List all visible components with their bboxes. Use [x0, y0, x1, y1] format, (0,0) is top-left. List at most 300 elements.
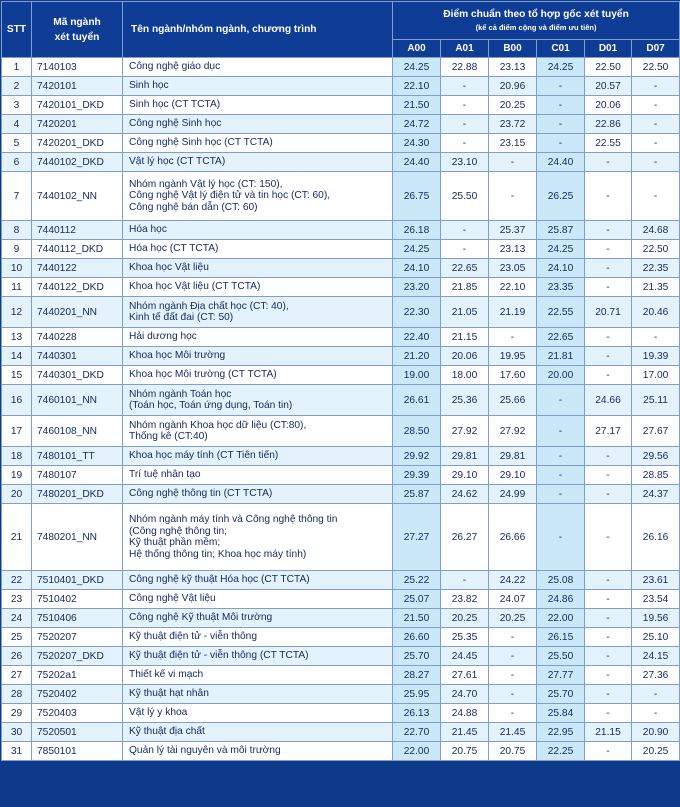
row-major-name	[123, 466, 393, 485]
score-b00: -	[489, 153, 537, 172]
major-name-line: Khoa học Vật liệu (CT TCTA)	[129, 281, 261, 293]
score-a01: 23.82	[441, 590, 489, 609]
row-major-code: 7420101_DKD	[32, 96, 123, 115]
score-b00: 23.72	[489, 115, 537, 134]
row-major-code: 7480201_DKD	[32, 485, 123, 504]
major-name-line: Nhóm ngành Toán học	[129, 388, 232, 400]
score-c01: -	[537, 77, 585, 96]
score-d01: -	[585, 466, 632, 485]
table-row	[2, 96, 680, 115]
score-a00: 25.87	[393, 485, 441, 504]
score-a01: 18.00	[441, 366, 489, 385]
table-row	[2, 609, 680, 628]
score-a00: 24.72	[393, 115, 441, 134]
score-a00: 25.70	[393, 647, 441, 666]
score-c01: 20.00	[537, 366, 585, 385]
score-a01: 24.62	[441, 485, 489, 504]
major-name-line: Nhóm ngành máy tính và Công nghệ thông tin	[129, 514, 338, 525]
major-name-line: Công nghệ Vật liệu	[129, 593, 216, 605]
score-a01: -	[441, 77, 489, 96]
score-a01: 24.45	[441, 647, 489, 666]
score-a00: 29.39	[393, 466, 441, 485]
row-major-name	[123, 259, 393, 278]
score-b00: 25.37	[489, 221, 537, 240]
score-d07: -	[632, 704, 680, 723]
score-d07: -	[632, 115, 680, 134]
score-d01: -	[585, 609, 632, 628]
score-a01: 27.61	[441, 666, 489, 685]
score-c01: 22.65	[537, 328, 585, 347]
row-stt: 22	[2, 571, 32, 590]
score-d01: 24.66	[585, 385, 632, 416]
score-a01: 25.50	[441, 172, 489, 221]
major-name-line: Thiết kế vi mạch	[129, 669, 204, 681]
score-a00: 22.00	[393, 742, 441, 761]
row-major-name	[123, 221, 393, 240]
row-major-code: 7480107	[32, 466, 123, 485]
score-d01: -	[585, 347, 632, 366]
score-a00: 25.95	[393, 685, 441, 704]
header-group-title: Điểm chuẩn theo tổ hợp gốc xét tuyển	[443, 8, 629, 20]
score-c01: -	[537, 466, 585, 485]
major-name-line: Hải dương học	[129, 331, 197, 343]
score-d07: 25.10	[632, 628, 680, 647]
major-name-line: Vật lý y khoa	[129, 707, 188, 719]
score-c01: -	[537, 485, 585, 504]
score-c01: 27.77	[537, 666, 585, 685]
score-b00: 23.05	[489, 259, 537, 278]
score-c01: -	[537, 96, 585, 115]
score-b00: 27.92	[489, 416, 537, 447]
row-major-name	[123, 328, 393, 347]
row-stt: 6	[2, 153, 32, 172]
score-c01: 25.08	[537, 571, 585, 590]
admission-scores-table	[1, 1, 680, 761]
row-major-code: 7440102_DKD	[32, 153, 123, 172]
score-a01: 27.92	[441, 416, 489, 447]
major-name-line: Công nghệ thông tin (CT TCTA)	[129, 488, 273, 500]
row-stt: 13	[2, 328, 32, 347]
score-d07: 20.25	[632, 742, 680, 761]
row-major-code: 7510402	[32, 590, 123, 609]
row-major-code: 7480201_NN	[32, 504, 123, 571]
row-major-name	[123, 77, 393, 96]
table-row	[2, 485, 680, 504]
score-a00: 24.25	[393, 58, 441, 77]
row-stt: 15	[2, 366, 32, 385]
score-c01: -	[537, 385, 585, 416]
row-major-code: 7420201_DKD	[32, 134, 123, 153]
major-name-line: Kỹ thuật hạt nhân	[129, 688, 209, 700]
score-c01: 25.84	[537, 704, 585, 723]
major-name-line: Kỹ thuật địa chất	[129, 726, 205, 738]
major-name-line: Kinh tế đất đai (CT: 50)	[129, 312, 234, 323]
score-a00: 21.20	[393, 347, 441, 366]
score-d01: -	[585, 366, 632, 385]
score-d07: 24.68	[632, 221, 680, 240]
table-row	[2, 571, 680, 590]
header-combo-a00: A00	[393, 40, 441, 58]
score-a00: 27.27	[393, 504, 441, 571]
table-row	[2, 447, 680, 466]
score-d07: -	[632, 77, 680, 96]
score-c01: 26.15	[537, 628, 585, 647]
row-stt: 14	[2, 347, 32, 366]
row-major-name	[123, 590, 393, 609]
score-b00: 20.25	[489, 96, 537, 115]
table-row	[2, 134, 680, 153]
score-d01: -	[585, 628, 632, 647]
row-major-name	[123, 366, 393, 385]
major-name-line: Sinh học	[129, 80, 169, 92]
score-c01: 26.25	[537, 172, 585, 221]
table-row	[2, 723, 680, 742]
row-major-code: 7420201	[32, 115, 123, 134]
table-row	[2, 172, 680, 221]
table-row	[2, 259, 680, 278]
row-major-code: 7440122_DKD	[32, 278, 123, 297]
score-a01: 20.06	[441, 347, 489, 366]
row-major-code: 7480101_TT	[32, 447, 123, 466]
row-stt: 30	[2, 723, 32, 742]
score-b00: 19.95	[489, 347, 537, 366]
score-b00: 24.07	[489, 590, 537, 609]
row-stt: 20	[2, 485, 32, 504]
header-major-name: Tên ngành/nhóm ngành, chương trình	[123, 2, 393, 58]
score-b00: 20.75	[489, 742, 537, 761]
row-major-code: 7440228	[32, 328, 123, 347]
header-combo-d07: D07	[632, 40, 680, 58]
score-c01: 22.55	[537, 297, 585, 328]
row-major-name	[123, 416, 393, 447]
table-row	[2, 466, 680, 485]
table-row	[2, 385, 680, 416]
major-name-line: Hóa học (CT TCTA)	[129, 243, 219, 255]
score-d07: -	[632, 328, 680, 347]
score-d07: -	[632, 96, 680, 115]
table-row	[2, 416, 680, 447]
row-major-code: 7440301	[32, 347, 123, 366]
score-a00: 29.92	[393, 447, 441, 466]
row-major-code: 7510406	[32, 609, 123, 628]
header-score-group	[393, 2, 680, 40]
score-a01: 26.27	[441, 504, 489, 571]
row-major-name	[123, 240, 393, 259]
score-b00: -	[489, 328, 537, 347]
table-row	[2, 647, 680, 666]
score-d07: 22.35	[632, 259, 680, 278]
header-combo-d01: D01	[585, 40, 632, 58]
header-stt: STT	[2, 2, 32, 58]
score-d07: 27.67	[632, 416, 680, 447]
header-code-line1: Mã ngành	[53, 16, 101, 28]
row-stt: 24	[2, 609, 32, 628]
score-d07: 25.11	[632, 385, 680, 416]
major-name-line: Nhóm ngành Vật lý học (CT: 150),	[129, 178, 283, 190]
score-d01: 20.71	[585, 297, 632, 328]
score-d07: -	[632, 172, 680, 221]
score-b00: 29.81	[489, 447, 537, 466]
row-major-code: 7440102_NN	[32, 172, 123, 221]
header-combo-c01: C01	[537, 40, 585, 58]
row-major-code: 7440301_DKD	[32, 366, 123, 385]
major-name-line: (Toán học, Toán ứng dụng, Toán tin)	[129, 400, 293, 411]
score-c01: 24.25	[537, 58, 585, 77]
score-a01: 21.05	[441, 297, 489, 328]
score-a00: 21.50	[393, 96, 441, 115]
score-d01: -	[585, 647, 632, 666]
table-row	[2, 77, 680, 96]
score-a00: 22.10	[393, 77, 441, 96]
row-major-code: 7510401_DKD	[32, 571, 123, 590]
score-b00: 26.66	[489, 504, 537, 571]
score-a01: -	[441, 115, 489, 134]
row-stt: 4	[2, 115, 32, 134]
row-stt: 2	[2, 77, 32, 96]
score-d07: 24.37	[632, 485, 680, 504]
score-d01: -	[585, 172, 632, 221]
score-d07: 19.39	[632, 347, 680, 366]
score-b00: 23.13	[489, 240, 537, 259]
row-major-name	[123, 134, 393, 153]
table-row	[2, 628, 680, 647]
major-name-line: Nhóm ngành Địa chất học (CT: 40),	[129, 300, 289, 312]
row-major-name	[123, 96, 393, 115]
row-stt: 7	[2, 172, 32, 221]
header-group-note: (kể cả điểm cộng và điểm ưu tiên)	[475, 22, 597, 32]
major-name-line: Vật lý học (CT TCTA)	[129, 156, 226, 168]
score-a01: 29.81	[441, 447, 489, 466]
row-major-name	[123, 347, 393, 366]
score-d01: 22.55	[585, 134, 632, 153]
score-d01: -	[585, 504, 632, 571]
row-stt: 28	[2, 685, 32, 704]
score-d01: 27.17	[585, 416, 632, 447]
score-c01: 24.40	[537, 153, 585, 172]
score-d01: -	[585, 240, 632, 259]
score-a00: 25.07	[393, 590, 441, 609]
score-a00: 22.30	[393, 297, 441, 328]
score-d07: -	[632, 685, 680, 704]
score-d07: 20.46	[632, 297, 680, 328]
table-row	[2, 115, 680, 134]
score-a00: 19.00	[393, 366, 441, 385]
major-name-line: Khoa học Môi trường (CT TCTA)	[129, 369, 277, 381]
major-name-line: Công nghệ bán dẫn (CT: 60)	[129, 201, 258, 213]
score-a01: 23.10	[441, 153, 489, 172]
score-c01: 23.35	[537, 278, 585, 297]
table-row	[2, 742, 680, 761]
row-major-code: 7850101	[32, 742, 123, 761]
score-d07: 21.35	[632, 278, 680, 297]
major-name-line: Sinh học (CT TCTA)	[129, 99, 221, 111]
row-stt: 8	[2, 221, 32, 240]
score-d01: -	[585, 153, 632, 172]
major-name-line: Kỹ thuật điện tử - viễn thông (CT TCTA)	[129, 650, 309, 662]
score-a00: 26.75	[393, 172, 441, 221]
score-a00: 28.27	[393, 666, 441, 685]
table-row	[2, 666, 680, 685]
score-a01: -	[441, 96, 489, 115]
score-b00: 23.13	[489, 58, 537, 77]
score-c01: 25.87	[537, 221, 585, 240]
score-a00: 26.61	[393, 385, 441, 416]
table-row	[2, 278, 680, 297]
row-major-name	[123, 628, 393, 647]
row-stt: 18	[2, 447, 32, 466]
row-major-name	[123, 571, 393, 590]
row-stt: 12	[2, 297, 32, 328]
major-name-line: Hệ thống thông tin; Khoa học máy tính)	[129, 548, 307, 560]
score-d01: -	[585, 221, 632, 240]
major-name-line: Khoa học Môi trường	[129, 350, 226, 362]
score-a01: 24.70	[441, 685, 489, 704]
header-combo-b00: B00	[489, 40, 537, 58]
major-name-line: Công nghệ Sinh học (CT TCTA)	[129, 137, 273, 149]
score-c01: -	[537, 416, 585, 447]
score-a01: 25.36	[441, 385, 489, 416]
score-d07: 26.16	[632, 504, 680, 571]
row-major-name	[123, 172, 393, 221]
major-name-line: Khoa học Vật liệu	[129, 262, 209, 274]
score-a00: 24.30	[393, 134, 441, 153]
score-c01: 24.10	[537, 259, 585, 278]
major-name-line: Trí tuệ nhân tạo	[129, 469, 201, 481]
score-d07: 29.56	[632, 447, 680, 466]
table-row	[2, 221, 680, 240]
row-stt: 5	[2, 134, 32, 153]
row-stt: 3	[2, 96, 32, 115]
score-a01: -	[441, 571, 489, 590]
score-d01: -	[585, 590, 632, 609]
score-d07: 22.50	[632, 240, 680, 259]
table-row	[2, 347, 680, 366]
row-stt: 26	[2, 647, 32, 666]
score-a00: 26.13	[393, 704, 441, 723]
table-row	[2, 153, 680, 172]
table-row	[2, 366, 680, 385]
table-row	[2, 240, 680, 259]
row-major-name	[123, 485, 393, 504]
score-a01: 21.15	[441, 328, 489, 347]
score-a01: 21.85	[441, 278, 489, 297]
major-name-line: Công nghệ Kỹ thuật Môi trường	[129, 612, 273, 624]
score-d01: -	[585, 666, 632, 685]
row-major-name	[123, 447, 393, 466]
major-name-line: Nhóm ngành Khoa học dữ liệu (CT:80),	[129, 419, 307, 431]
row-major-code: 7520207	[32, 628, 123, 647]
header-combo-a01: A01	[441, 40, 489, 58]
score-d07: 20.90	[632, 723, 680, 742]
score-a01: -	[441, 221, 489, 240]
row-major-name	[123, 685, 393, 704]
table-body	[2, 58, 680, 761]
score-c01: 24.25	[537, 240, 585, 259]
score-a01: 22.88	[441, 58, 489, 77]
row-major-code: 7140103	[32, 58, 123, 77]
score-d07: 28.85	[632, 466, 680, 485]
score-c01: 25.70	[537, 685, 585, 704]
score-b00: -	[489, 628, 537, 647]
score-a00: 26.60	[393, 628, 441, 647]
row-stt: 19	[2, 466, 32, 485]
row-stt: 27	[2, 666, 32, 685]
score-a01: 22.65	[441, 259, 489, 278]
major-name-line: Công nghệ Sinh học	[129, 118, 222, 130]
score-d07: 23.61	[632, 571, 680, 590]
score-d01: -	[585, 685, 632, 704]
row-major-code: 7460101_NN	[32, 385, 123, 416]
table-row	[2, 58, 680, 77]
score-a00: 23.20	[393, 278, 441, 297]
score-b00: 17.60	[489, 366, 537, 385]
row-major-code: 7520402	[32, 685, 123, 704]
row-stt: 31	[2, 742, 32, 761]
score-d01: -	[585, 328, 632, 347]
row-major-code: 7440122	[32, 259, 123, 278]
score-b00: 24.22	[489, 571, 537, 590]
score-b00: 20.25	[489, 609, 537, 628]
score-d01: -	[585, 278, 632, 297]
score-d01: -	[585, 259, 632, 278]
row-major-name	[123, 742, 393, 761]
score-d01: -	[585, 447, 632, 466]
row-major-name	[123, 278, 393, 297]
score-b00: -	[489, 704, 537, 723]
score-c01: -	[537, 447, 585, 466]
score-d01: 20.06	[585, 96, 632, 115]
row-major-code: 7440201_NN	[32, 297, 123, 328]
score-d01: 21.15	[585, 723, 632, 742]
score-b00: -	[489, 647, 537, 666]
major-name-line: Công nghệ kỹ thuật Hóa học (CT TCTA)	[129, 574, 310, 586]
score-a00: 21.50	[393, 609, 441, 628]
score-c01: 21.81	[537, 347, 585, 366]
score-b00: 22.10	[489, 278, 537, 297]
score-b00: 21.45	[489, 723, 537, 742]
score-a01: 29.10	[441, 466, 489, 485]
score-a01: -	[441, 240, 489, 259]
score-d07: 27.36	[632, 666, 680, 685]
score-c01: -	[537, 134, 585, 153]
score-a00: 22.70	[393, 723, 441, 742]
score-d07: 19.56	[632, 609, 680, 628]
table-row	[2, 685, 680, 704]
score-c01: 22.00	[537, 609, 585, 628]
score-d01: -	[585, 704, 632, 723]
header-major-code	[32, 2, 123, 58]
score-d01: 20.57	[585, 77, 632, 96]
score-d01: -	[585, 485, 632, 504]
score-c01: 25.50	[537, 647, 585, 666]
score-b00: -	[489, 172, 537, 221]
major-name-line: Khoa học máy tính (CT Tiên tiến)	[129, 450, 279, 462]
score-d01: 22.86	[585, 115, 632, 134]
table-row	[2, 590, 680, 609]
score-a01: 24.88	[441, 704, 489, 723]
row-major-name	[123, 647, 393, 666]
row-major-code: 7520403	[32, 704, 123, 723]
row-stt: 25	[2, 628, 32, 647]
score-d07: -	[632, 153, 680, 172]
row-major-name	[123, 297, 393, 328]
score-d07: 22.50	[632, 58, 680, 77]
row-stt: 21	[2, 504, 32, 571]
score-d01: -	[585, 742, 632, 761]
row-stt: 1	[2, 58, 32, 77]
score-a01: 20.25	[441, 609, 489, 628]
row-major-name	[123, 666, 393, 685]
